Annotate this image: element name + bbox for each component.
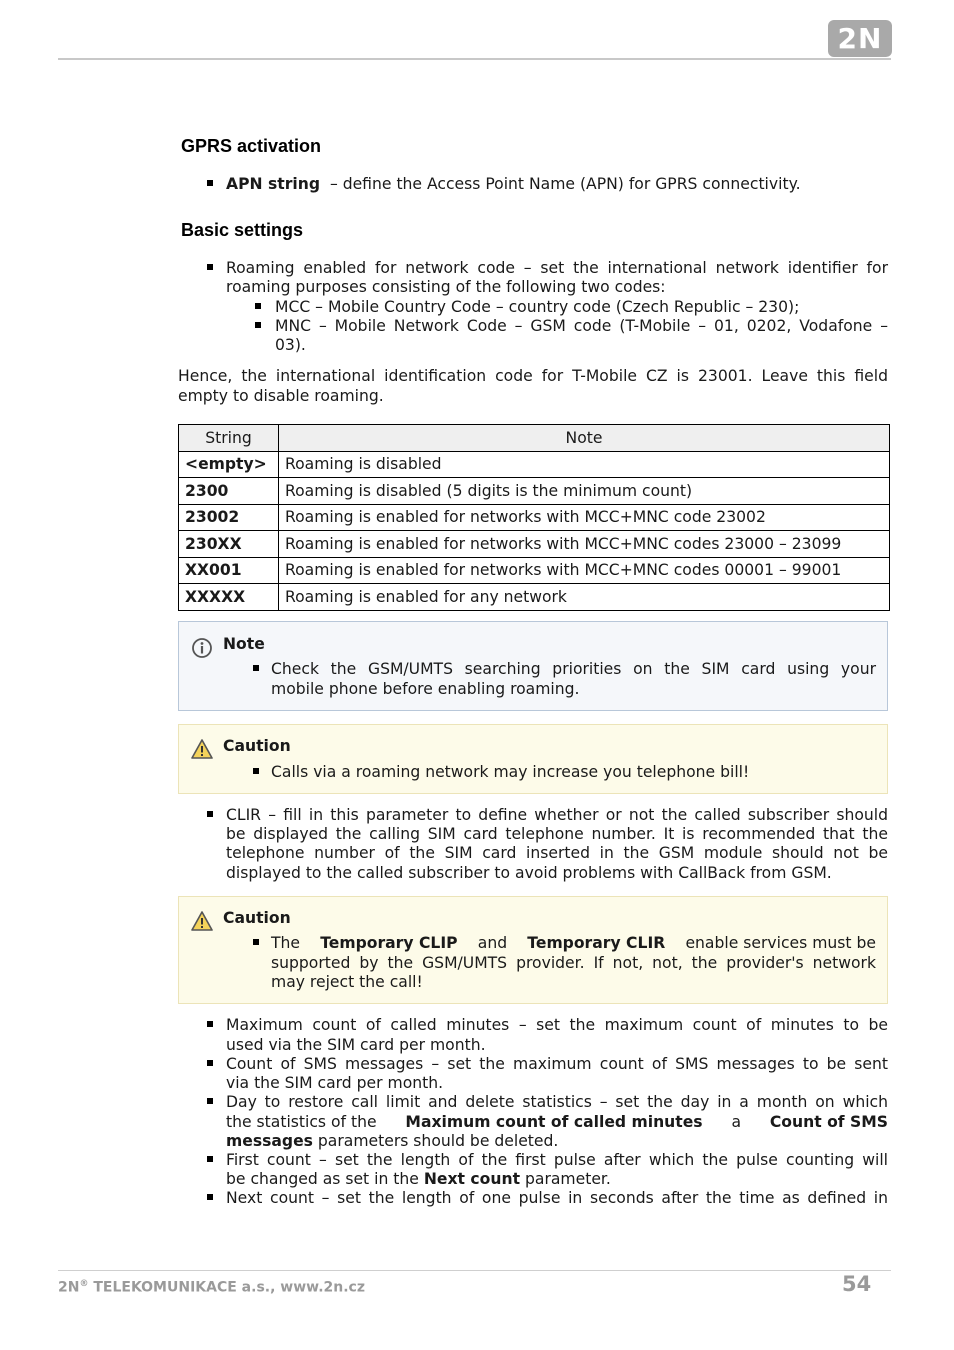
page-number: 54 xyxy=(842,1272,872,1296)
max-minutes-line-1: Maximum count of called minutes – set the maximum count of minutes to be xyxy=(226,1016,888,1034)
bullet xyxy=(207,1098,213,1104)
table-row xyxy=(179,504,890,531)
string-cell: XXXXX xyxy=(179,584,279,611)
note-cell: Roaming is enabled for networks with MCC+MNC codes 00001 – 99001 xyxy=(279,557,890,584)
table-row xyxy=(179,584,890,611)
text-fragment: TELEKOMUNIKACE a.s., www.2n.cz xyxy=(88,1279,365,1296)
note-cell: Roaming is enabled for networks with MCC+MNC code 23002 xyxy=(279,504,890,531)
note-cell: Roaming is enabled for networks with MCC+MNC codes 23000 – 23099 xyxy=(279,531,890,558)
footer-company xyxy=(58,1279,365,1296)
caution-line-2: supported by the GSM/UMTS provider. If not, not, the provider's network xyxy=(271,954,876,972)
caution-line-1 xyxy=(271,934,876,953)
caution-box-roaming xyxy=(178,724,888,794)
table-row xyxy=(179,531,890,558)
next-count-line-1: Next count – set the length of one pulse in seconds after the time as defined in xyxy=(226,1189,888,1207)
caution-title: Caution xyxy=(223,909,291,927)
apn-text: – define the Access Point Name (APN) for GPRS connectivity. xyxy=(329,175,801,193)
temporary-clir-term: Temporary CLIR xyxy=(527,934,666,952)
note-cell: Roaming is enabled for any network xyxy=(279,584,890,611)
text-fragment: a xyxy=(731,1113,741,1131)
caution-box-clip xyxy=(178,896,888,1004)
max-minutes-line-2: used via the SIM card per month. xyxy=(226,1036,486,1054)
string-cell: 2300 xyxy=(179,478,279,505)
note-line-1: Check the GSM/UMTS searching priorities on the SIM card using your xyxy=(271,660,876,678)
note-cell: Roaming is disabled xyxy=(279,451,890,478)
caution-text: Calls via a roaming network may increase you telephone bill! xyxy=(271,763,750,781)
text-fragment: be changed as set in the xyxy=(226,1170,419,1188)
hence-line-1: Hence, the international identification code for T-Mobile CZ is 23001. Leave this field xyxy=(178,367,888,385)
footer-divider xyxy=(58,1270,891,1271)
section-title-gprs: GPRS activation xyxy=(181,136,322,156)
text-fragment: and xyxy=(477,934,508,952)
bullet xyxy=(255,303,261,309)
caution-line-3: may reject the call! xyxy=(271,973,423,991)
bullet xyxy=(207,1156,213,1162)
section-title-basic: Basic settings xyxy=(181,220,304,240)
max-minutes-term: Maximum count of called minutes xyxy=(405,1113,703,1131)
clir-line-2: be displayed the calling SIM card telephone number. It is recommended that the xyxy=(226,825,888,843)
bullet xyxy=(207,264,213,270)
bullet xyxy=(207,1194,213,1200)
note-box xyxy=(178,621,888,711)
clir-line-4: displayed to the called subscriber to avoid problems with CallBack from GSM. xyxy=(226,864,832,882)
text-fragment: parameters should be deleted. xyxy=(317,1132,559,1150)
day-restore-line-1: Day to restore call limit and delete statistics – set the day in a month on which xyxy=(226,1093,888,1111)
note-cell: Roaming is disabled (5 digits is the minimum count) xyxy=(279,478,890,505)
clir-line-1: CLIR – fill in this parameter to define whether or not the called subscriber should xyxy=(226,806,888,824)
table-row xyxy=(179,451,890,478)
mnc-line-1: MNC – Mobile Network Code – GSM code (T-Mobile – 01, 0202, Vodafone – xyxy=(275,317,888,335)
column-header-note: Note xyxy=(279,425,890,452)
roaming-line-2: roaming purposes consisting of the following two codes: xyxy=(226,278,666,296)
hence-line-2: empty to disable roaming. xyxy=(178,387,384,405)
registered-mark: ® xyxy=(79,1279,89,1289)
bullet xyxy=(253,665,259,671)
table-header-row xyxy=(179,425,890,452)
text-fragment: The xyxy=(271,934,301,952)
warning-icon xyxy=(191,738,213,760)
bullet xyxy=(255,322,261,328)
mcc-item: MCC – Mobile Country Code – country code (Czech Republic – 230); xyxy=(275,298,800,316)
bullet xyxy=(207,1060,213,1066)
day-restore-line-3 xyxy=(226,1132,558,1151)
text-fragment: the statistics of the xyxy=(226,1113,377,1131)
note-title: Note xyxy=(223,635,265,653)
next-count-term: Next count xyxy=(423,1170,521,1188)
warning-icon xyxy=(191,910,213,932)
apn-label: APN string xyxy=(226,175,321,193)
info-icon xyxy=(191,637,213,659)
bullet xyxy=(207,180,213,186)
bullet xyxy=(207,811,213,817)
bullet xyxy=(253,939,259,945)
day-restore-line-2 xyxy=(226,1113,888,1132)
sms-line-2: via the SIM card per month. xyxy=(226,1074,444,1092)
caution-title: Caution xyxy=(223,737,291,755)
bullet xyxy=(207,1021,213,1027)
mnc-line-2: 03). xyxy=(275,336,306,354)
string-cell: 230XX xyxy=(179,531,279,558)
sms-line-1: Count of SMS messages – set the maximum count of SMS messages to be sent xyxy=(226,1055,888,1073)
count-sms-term: Count of SMS xyxy=(769,1113,888,1131)
temporary-clip-term: Temporary CLIP xyxy=(320,934,458,952)
first-count-line-2 xyxy=(226,1170,611,1189)
first-count-line-1: First count – set the length of the first pulse after which the pulse counting will xyxy=(226,1151,888,1169)
text-fragment: enable services must be xyxy=(685,934,876,952)
roaming-table xyxy=(178,424,890,611)
string-cell: 23002 xyxy=(179,504,279,531)
bullet xyxy=(253,768,259,774)
column-header-string: String xyxy=(179,425,279,452)
brand-logo: 2N xyxy=(828,20,892,57)
text-fragment: 2N xyxy=(58,1279,80,1296)
string-cell: XX001 xyxy=(179,557,279,584)
apn-item xyxy=(226,175,801,194)
header-divider xyxy=(58,58,891,60)
string-cell: <empty> xyxy=(179,451,279,478)
roaming-line-1: Roaming enabled for network code – set the international network identifier for xyxy=(226,259,888,277)
table-row xyxy=(179,478,890,505)
messages-term: messages xyxy=(226,1132,313,1150)
table-row xyxy=(179,557,890,584)
note-line-2: mobile phone before enabling roaming. xyxy=(271,680,580,698)
clir-line-3: telephone number of the SIM card inserted in the GSM module should not be xyxy=(226,844,888,862)
text-fragment: parameter. xyxy=(525,1170,611,1188)
